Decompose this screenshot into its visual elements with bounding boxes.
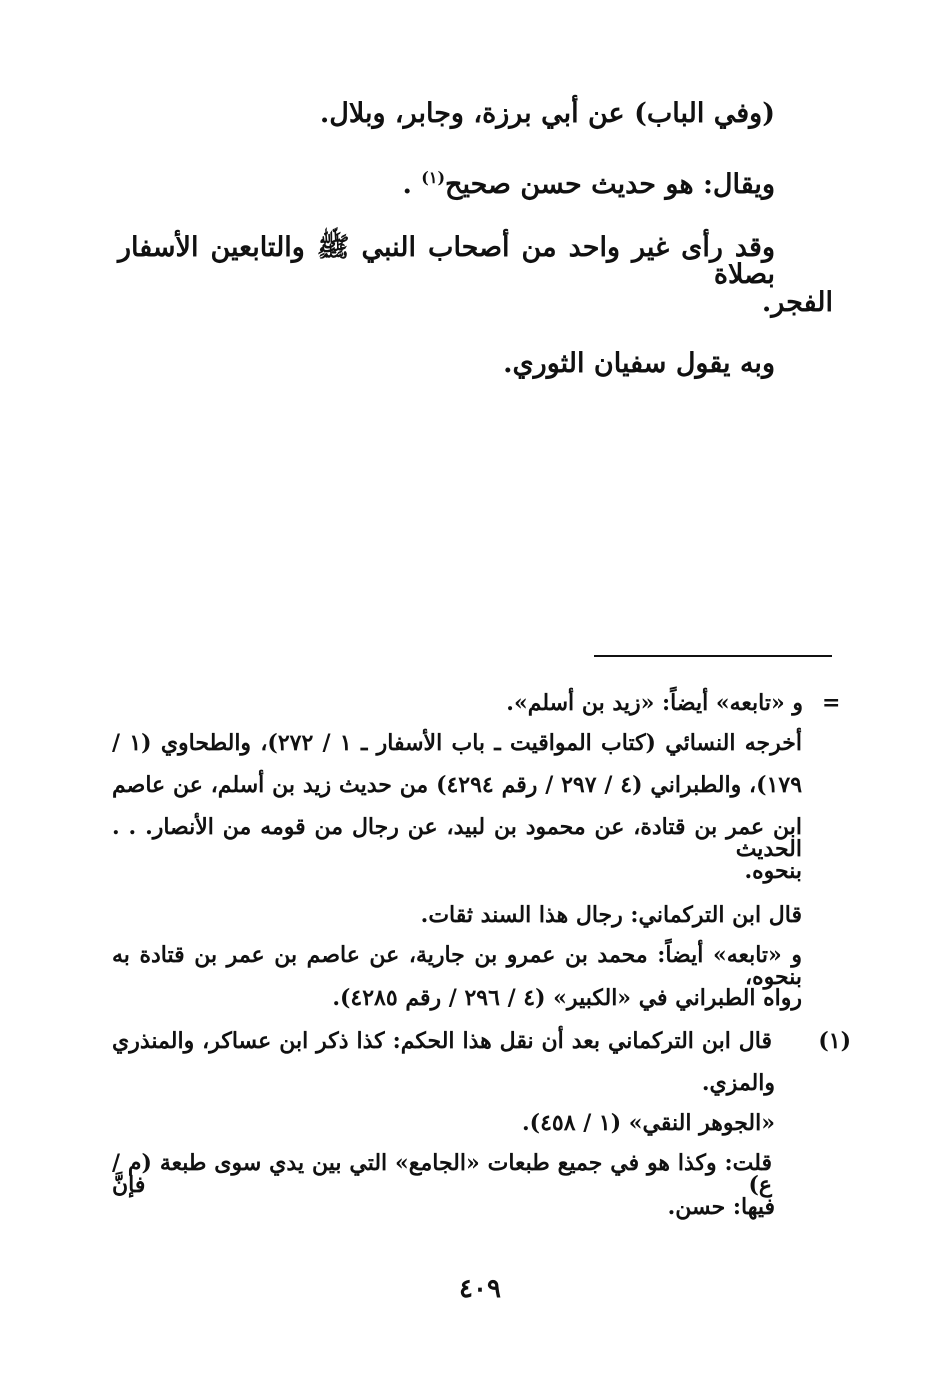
main-line-2-tail: . [402,169,412,200]
footnote-line-2: أخرجه النسائي (كتاب المواقيت ـ باب الأسفار ـ ١ / ٢٧٢)، والطحاوي (١ / [112,730,802,756]
footnote-line-4: ابن عمر بن قتادة، عن محمود بن لبيد، عن رجال من قومه من الأنصار. . . الحديث [112,814,802,862]
footnote-line-5: بنحوه. [744,858,802,884]
main-line-5: وبه يقول سفيان الثوري. [503,348,775,379]
main-line-1: (وفي الباب) عن أبي برزة، وجابر، وبلال. [319,98,775,129]
footnote-line-3: ١٧٩)، والطبراني (٤ / ٢٩٧ / رقم ٤٢٩٤) من حديث زيد بن أسلم، عن عاصم [112,772,803,798]
footnote-divider [594,655,832,657]
footnote-line-9: قال ابن التركماني بعد أن نقل هذا الحكم: كذا ذكر ابن عساكر، والمنذري [112,1028,772,1054]
footnote-number: (١) [818,1028,851,1054]
footnote-line-8: رواه الطبراني في «الكبير» (٤ / ٢٩٦ / رقم ٤٢٨٥). [332,985,802,1011]
main-line-2-text: ويقال: هو حديث حسن صحيح [445,169,775,200]
footnote-line-11: «الجوهر النقي» (١ / ٤٥٨). [522,1110,775,1136]
footnote-continuation-mark: = [822,690,841,716]
footnote-line-10: والمزي. [701,1070,775,1096]
footnote-reference: (١) [421,168,446,187]
footnote-line-13: فيها: حسن. [667,1194,775,1220]
main-line-2 [402,170,775,198]
page-number: ٤٠٩ [459,1274,501,1304]
main-line-4: الفجر. [761,287,833,318]
footnote-line-12: قلت: وكذا هو في جميع طبعات «الجامع» التي بين يدي سوى طبعة (م / ع) فإنَّ [112,1150,772,1198]
footnote-line-6: قال ابن التركماني: رجال هذا السند ثقات. [420,902,802,928]
footnote-line-1: و «تابعه» أيضاً: «زيد بن أسلم». [506,690,803,716]
footnote-line-7: و «تابعه» أيضاً: محمد بن عمرو بن جارية، عن عاصم بن عمر بن قتادة به بنحوه، [112,942,802,990]
main-line-3: وقد رأى غير واحد من أصحاب النبي ﷺ والتابعين الأسفار بصلاة [118,232,775,290]
